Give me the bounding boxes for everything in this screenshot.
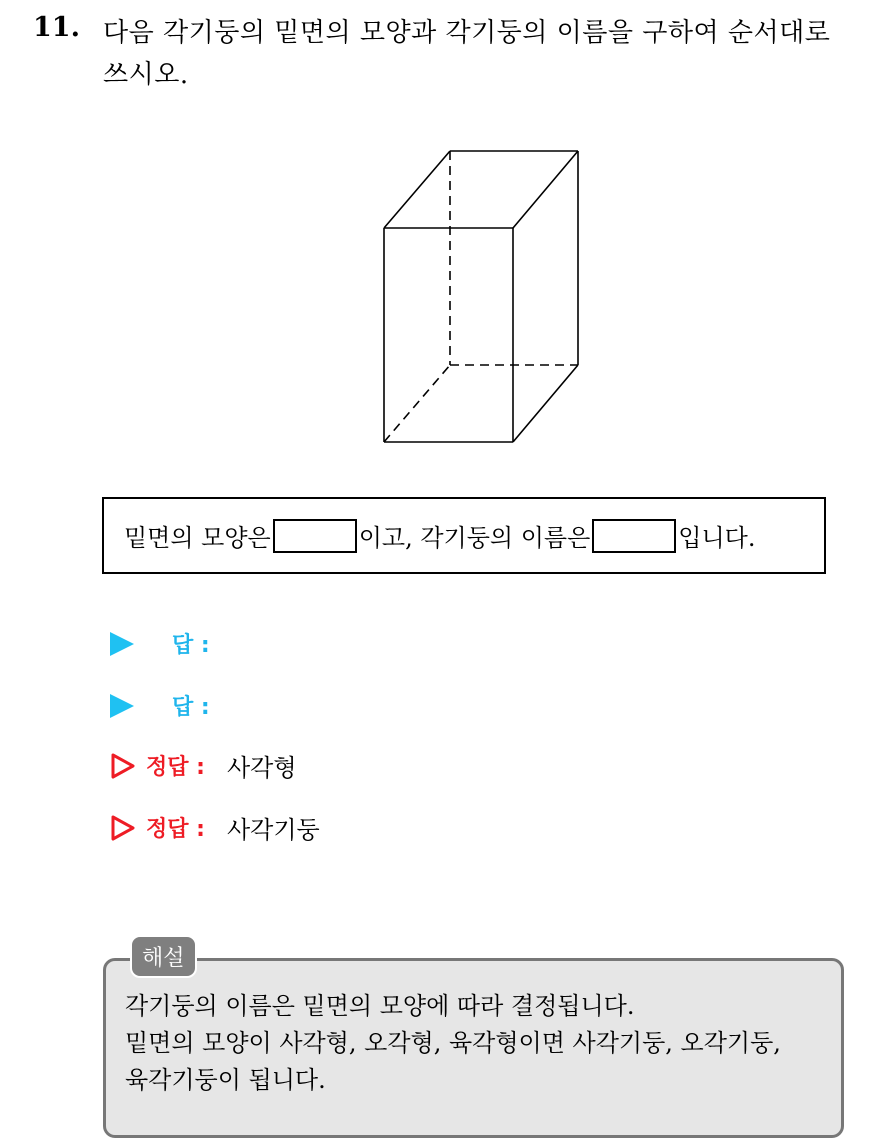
- correct-answer-value: 사각기둥: [226, 816, 320, 844]
- question-text-line-1: 다음 각기둥의 밑면의 모양과 각기둥의 이름을 구하여 순서대로: [103, 18, 831, 48]
- explanation-line-3: 육각기둥이 됩니다.: [125, 1066, 326, 1094]
- prism-edge: [513, 365, 578, 442]
- question-text: [103, 12, 873, 96]
- explanation-line-2: 밑면의 모양이 사각형, 오각형, 육각형이면 사각기둥, 오각기둥,: [125, 1029, 781, 1057]
- correct-answer-row-1: [110, 748, 297, 783]
- sentence-part-3: 입니다.: [678, 524, 756, 552]
- correct-arrow-icon: [110, 814, 136, 842]
- explanation-tag: 해설: [130, 935, 197, 978]
- correct-answer-label: 정답 :: [146, 817, 205, 842]
- prism-edge: [513, 151, 578, 228]
- answer-arrow-icon: [110, 632, 134, 656]
- sentence-part-2: 이고, 각기둥의 이름은: [358, 524, 591, 552]
- answer-row-1: [110, 628, 210, 659]
- question-text-line-2: 쓰시오.: [103, 60, 189, 90]
- prism-hidden-edge: [384, 365, 450, 442]
- explanation-text: [125, 988, 835, 1099]
- answer-row-2: [110, 690, 210, 721]
- answer-blank-2[interactable]: [592, 519, 676, 553]
- correct-answer-label: 정답 :: [146, 755, 205, 780]
- answer-label: 답 :: [172, 633, 210, 658]
- explanation-line-1: 각기둥의 이름은 밑면의 모양에 따라 결정됩니다.: [125, 992, 635, 1020]
- correct-arrow-icon: [110, 752, 136, 780]
- sentence-part-1: 밑면의 모양은: [124, 524, 271, 552]
- answer-arrow-icon: [110, 694, 134, 718]
- answer-label: 답 :: [172, 695, 210, 720]
- correct-answer-row-2: [110, 810, 320, 845]
- fill-in-sentence-box: [102, 497, 826, 574]
- prism-edge: [384, 151, 450, 228]
- question-number: 11.: [33, 12, 80, 43]
- correct-answer-value: 사각형: [226, 754, 297, 782]
- rectangular-prism-figure: [376, 145, 586, 450]
- answer-blank-1[interactable]: [273, 519, 357, 553]
